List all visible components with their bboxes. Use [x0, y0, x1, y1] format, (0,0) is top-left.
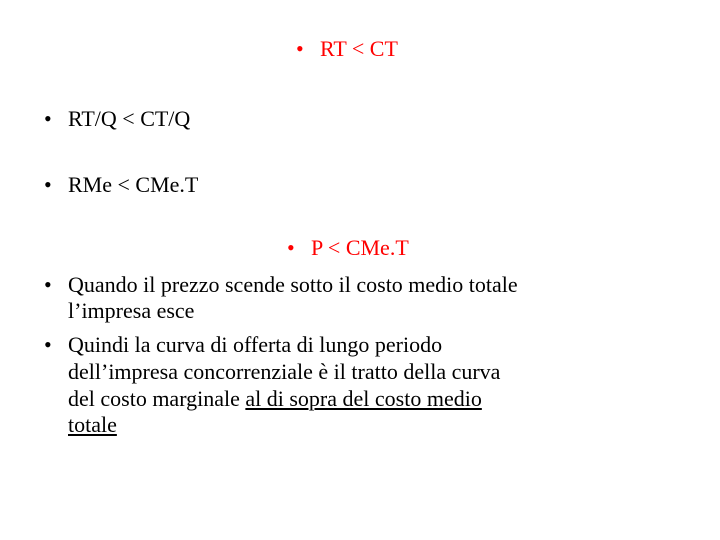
quindi-text-line4-underlined: totale	[68, 412, 117, 437]
bullet-icon: •	[44, 106, 52, 131]
bullet-rt-ct	[296, 36, 398, 62]
quindi-text-line2: dell’impresa concorrenziale è il tratto della curva	[68, 359, 501, 384]
bullet-icon: •	[296, 36, 304, 61]
bullet-rtq-ctq	[44, 106, 190, 132]
bullet-quando-line1	[44, 272, 518, 298]
quando-text-line2: l’impresa esce	[68, 298, 195, 323]
bullet-p-cmet	[287, 235, 409, 261]
bullet-rme-cmet	[44, 172, 198, 198]
quindi-text-line4	[68, 412, 117, 438]
bullet-icon: •	[44, 172, 52, 197]
bullet-icon: •	[287, 235, 295, 260]
rtq-ctq-text: RT/Q < CT/Q	[68, 106, 191, 131]
quindi-text-line3-plain: del costo marginale	[68, 386, 246, 411]
rme-cmet-text: RMe < CMe.T	[68, 172, 199, 197]
bullet-quindi-line1	[44, 332, 442, 358]
quando-text-line1: Quando il prezzo scende sotto il costo medio totale	[68, 272, 518, 297]
p-cmet-text: P < CMe.T	[311, 235, 409, 260]
quindi-text-line1: Quindi la curva di offerta di lungo periodo	[68, 332, 443, 357]
bullet-icon: •	[44, 272, 52, 297]
bullet-icon: •	[44, 332, 52, 357]
quindi-text-line3	[68, 386, 482, 412]
quindi-text-line3-underlined: al di sopra del costo medio	[245, 386, 482, 411]
rt-ct-text: RT < CT	[320, 36, 398, 61]
